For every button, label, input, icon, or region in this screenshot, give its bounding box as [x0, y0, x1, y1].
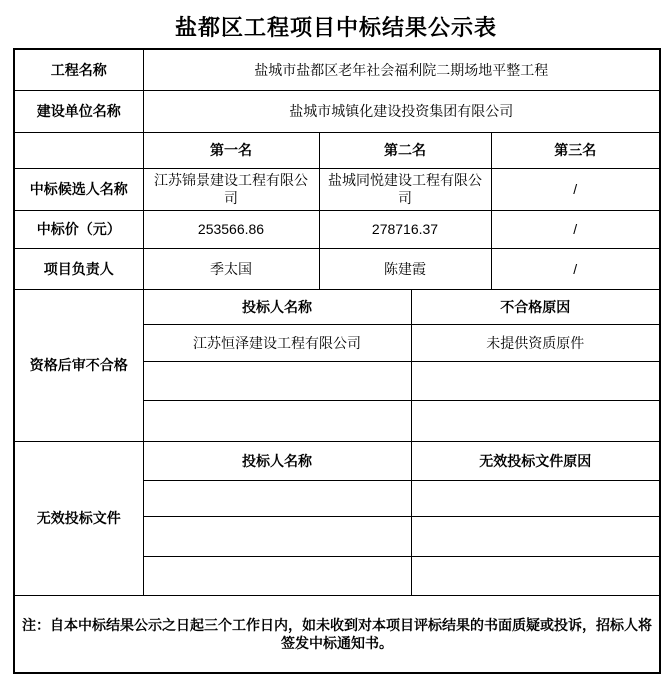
disq-bidder-name-2 [143, 361, 411, 400]
rank-header-first: 第一名 [143, 132, 319, 168]
candidate-name-1: 江苏锦景建设工程有限公司 [143, 168, 319, 210]
bid-price-1: 253566.86 [143, 210, 319, 248]
invalid-bidder-name-header: 投标人名称 [143, 441, 411, 480]
project-name-label: 工程名称 [14, 49, 143, 90]
invalid-bidder-name-1 [143, 480, 411, 516]
invalid-reason-1 [411, 480, 660, 516]
invalid-reason-2 [411, 516, 660, 556]
builder-name-label: 建设单位名称 [14, 90, 143, 132]
bid-price-2: 278716.37 [319, 210, 491, 248]
price-row-label: 中标价（元） [14, 210, 143, 248]
invalid-reason-header: 无效投标文件原因 [411, 441, 660, 480]
rank-header-third: 第三名 [491, 132, 660, 168]
rank-header-spacer [14, 132, 143, 168]
invalid-bidder-name-2 [143, 516, 411, 556]
invalid-reason-3 [411, 556, 660, 595]
disq-reason-2 [411, 361, 660, 400]
note-cell: 注：自本中标结果公示之日起三个工作日内，如未收到对本项目评标结果的书面质疑或投诉，招标人将签发中标通知书。 [14, 595, 660, 673]
project-leader-3: / [491, 248, 660, 289]
project-leader-2: 陈建霞 [319, 248, 491, 289]
disq-bidder-name-3 [143, 400, 411, 441]
page-title: 盐都区工程项目中标结果公示表 [174, 15, 497, 40]
candidate-name-3: / [491, 168, 660, 210]
disqualified-section-label: 资格后审不合格 [14, 289, 143, 441]
disq-bidder-name-header: 投标人名称 [143, 289, 411, 324]
disq-reason-1: 未提供资质原件 [411, 324, 660, 361]
builder-name-value: 盐城市城镇化建设投资集团有限公司 [143, 90, 660, 132]
bid-price-3: / [491, 210, 660, 248]
disq-bidder-name-1: 江苏恒泽建设工程有限公司 [143, 324, 411, 361]
leader-row-label: 项目负责人 [14, 248, 143, 289]
bid-results-table [13, 48, 661, 674]
candidate-row-label: 中标候选人名称 [14, 168, 143, 210]
disq-reason-header: 不合格原因 [411, 289, 660, 324]
disq-reason-3 [411, 400, 660, 441]
rank-header-second: 第二名 [319, 132, 491, 168]
invalid-section-label: 无效投标文件 [14, 441, 143, 595]
invalid-bidder-name-3 [143, 556, 411, 595]
project-name-value: 盐城市盐都区老年社会福利院二期场地平整工程 [143, 49, 660, 90]
project-leader-1: 季太国 [143, 248, 319, 289]
candidate-name-2: 盐城同悦建设工程有限公司 [319, 168, 491, 210]
